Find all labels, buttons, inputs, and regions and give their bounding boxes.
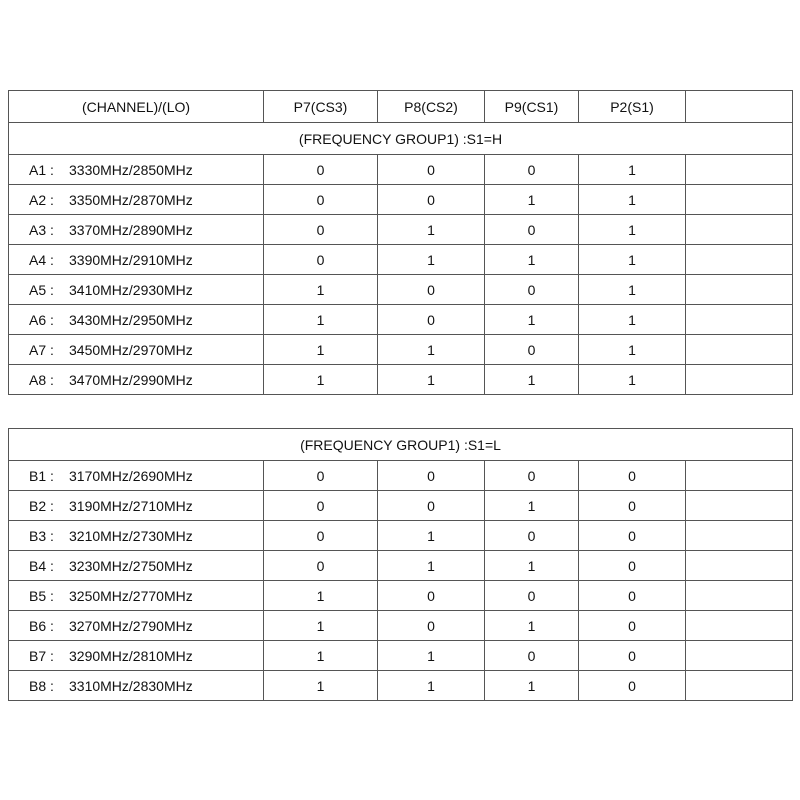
empty-cell (686, 521, 793, 551)
value-p2: 0 (579, 491, 686, 521)
channel-id: A5 : (29, 281, 54, 298)
value-p7: 0 (264, 185, 378, 215)
empty-cell (686, 611, 793, 641)
empty-cell (686, 365, 793, 395)
channel-frequency: 3210MHz/2730MHz (69, 527, 193, 544)
value-p9: 0 (485, 155, 579, 185)
channel-cell (9, 245, 264, 275)
value-p9: 0 (485, 641, 579, 671)
empty-cell (686, 551, 793, 581)
table-row (9, 305, 793, 335)
value-p2: 1 (579, 305, 686, 335)
channel-cell (9, 521, 264, 551)
channel-cell (9, 611, 264, 641)
empty-cell (686, 155, 793, 185)
channel-cell (9, 215, 264, 245)
value-p2: 1 (579, 275, 686, 305)
value-p8: 0 (378, 185, 485, 215)
table-row (9, 185, 793, 215)
channel-cell (9, 305, 264, 335)
value-p2: 0 (579, 521, 686, 551)
channel-cell (9, 671, 264, 701)
value-p8: 1 (378, 365, 485, 395)
value-p9: 0 (485, 215, 579, 245)
empty-cell (686, 461, 793, 491)
value-p8: 1 (378, 551, 485, 581)
value-p9: 1 (485, 491, 579, 521)
empty-cell (686, 641, 793, 671)
value-p9: 1 (485, 365, 579, 395)
table-row (9, 611, 793, 641)
value-p2: 1 (579, 245, 686, 275)
channel-frequency: 3410MHz/2930MHz (69, 281, 193, 298)
value-p7: 0 (264, 521, 378, 551)
channel-frequency: 3470MHz/2990MHz (69, 371, 193, 388)
value-p9: 1 (485, 245, 579, 275)
empty-cell (686, 335, 793, 365)
header-p9: P9(CS1) (485, 91, 579, 123)
header-p2: P2(S1) (579, 91, 686, 123)
group-title-row (9, 123, 793, 155)
value-p7: 1 (264, 365, 378, 395)
value-p9: 1 (485, 185, 579, 215)
channel-frequency: 3430MHz/2950MHz (69, 311, 193, 328)
value-p7: 1 (264, 611, 378, 641)
channel-id: B8 : (29, 677, 54, 694)
table-row (9, 491, 793, 521)
table-row (9, 365, 793, 395)
group-a-title: (FREQUENCY GROUP1) :S1=H (9, 123, 793, 155)
table-row (9, 671, 793, 701)
value-p7: 1 (264, 305, 378, 335)
group-b-title: (FREQUENCY GROUP1) :S1=L (9, 429, 793, 461)
channel-frequency: 3350MHz/2870MHz (69, 191, 193, 208)
value-p7: 1 (264, 671, 378, 701)
empty-cell (686, 215, 793, 245)
table-row (9, 641, 793, 671)
value-p9: 1 (485, 305, 579, 335)
channel-frequency: 3450MHz/2970MHz (69, 341, 193, 358)
value-p8: 1 (378, 245, 485, 275)
value-p2: 0 (579, 671, 686, 701)
channel-id: A4 : (29, 251, 54, 268)
table-row (9, 245, 793, 275)
channel-frequency: 3190MHz/2710MHz (69, 497, 193, 514)
frequency-table-group-b (8, 428, 793, 701)
value-p8: 0 (378, 491, 485, 521)
value-p7: 1 (264, 335, 378, 365)
value-p2: 1 (579, 185, 686, 215)
group-title-row (9, 429, 793, 461)
channel-frequency: 3370MHz/2890MHz (69, 221, 193, 238)
channel-id: A2 : (29, 191, 54, 208)
value-p7: 1 (264, 641, 378, 671)
value-p8: 0 (378, 155, 485, 185)
table-row (9, 521, 793, 551)
channel-id: B2 : (29, 497, 54, 514)
value-p8: 0 (378, 275, 485, 305)
header-row (9, 91, 793, 123)
value-p8: 1 (378, 215, 485, 245)
channel-cell (9, 491, 264, 521)
value-p7: 1 (264, 275, 378, 305)
channel-id: A8 : (29, 371, 54, 388)
value-p7: 1 (264, 581, 378, 611)
channel-cell (9, 185, 264, 215)
value-p7: 0 (264, 245, 378, 275)
value-p9: 0 (485, 275, 579, 305)
channel-cell (9, 551, 264, 581)
channel-cell (9, 461, 264, 491)
value-p7: 0 (264, 551, 378, 581)
value-p7: 0 (264, 215, 378, 245)
channel-frequency: 3330MHz/2850MHz (69, 161, 193, 178)
empty-cell (686, 491, 793, 521)
header-p8: P8(CS2) (378, 91, 485, 123)
value-p9: 0 (485, 521, 579, 551)
value-p7: 0 (264, 461, 378, 491)
channel-frequency: 3290MHz/2810MHz (69, 647, 193, 664)
value-p9: 1 (485, 611, 579, 641)
value-p8: 1 (378, 641, 485, 671)
value-p7: 0 (264, 155, 378, 185)
channel-cell (9, 641, 264, 671)
value-p9: 1 (485, 671, 579, 701)
value-p2: 0 (579, 581, 686, 611)
channel-cell (9, 581, 264, 611)
channel-id: B3 : (29, 527, 54, 544)
value-p2: 0 (579, 641, 686, 671)
table-row (9, 335, 793, 365)
table-row (9, 275, 793, 305)
channel-id: A7 : (29, 341, 54, 358)
channel-frequency: 3390MHz/2910MHz (69, 251, 193, 268)
value-p2: 0 (579, 551, 686, 581)
value-p9: 0 (485, 461, 579, 491)
channel-id: A6 : (29, 311, 54, 328)
table-row (9, 155, 793, 185)
value-p2: 1 (579, 335, 686, 365)
channel-id: B4 : (29, 557, 54, 574)
value-p7: 0 (264, 491, 378, 521)
value-p2: 1 (579, 155, 686, 185)
value-p9: 0 (485, 335, 579, 365)
value-p2: 1 (579, 365, 686, 395)
header-p7: P7(CS3) (264, 91, 378, 123)
table-row (9, 551, 793, 581)
value-p2: 0 (579, 611, 686, 641)
value-p8: 1 (378, 335, 485, 365)
value-p8: 0 (378, 581, 485, 611)
value-p9: 0 (485, 581, 579, 611)
channel-id: A3 : (29, 221, 54, 238)
table-row (9, 461, 793, 491)
channel-frequency: 3270MHz/2790MHz (69, 617, 193, 634)
empty-cell (686, 581, 793, 611)
header-empty (686, 91, 793, 123)
value-p8: 1 (378, 521, 485, 551)
channel-id: B7 : (29, 647, 54, 664)
channel-frequency: 3310MHz/2830MHz (69, 677, 193, 694)
header-channel-lo: (CHANNEL)/(LO) (9, 91, 264, 123)
value-p8: 1 (378, 671, 485, 701)
channel-cell (9, 335, 264, 365)
value-p2: 0 (579, 461, 686, 491)
channel-cell (9, 155, 264, 185)
empty-cell (686, 275, 793, 305)
channel-id: B5 : (29, 587, 54, 604)
empty-cell (686, 305, 793, 335)
channel-frequency: 3230MHz/2750MHz (69, 557, 193, 574)
channel-cell (9, 365, 264, 395)
value-p2: 1 (579, 215, 686, 245)
channel-id: B1 : (29, 467, 54, 484)
channel-frequency: 3170MHz/2690MHz (69, 467, 193, 484)
empty-cell (686, 185, 793, 215)
value-p8: 0 (378, 611, 485, 641)
frequency-table-group-a (8, 90, 793, 395)
value-p8: 0 (378, 461, 485, 491)
value-p8: 0 (378, 305, 485, 335)
table-row (9, 581, 793, 611)
table-row (9, 215, 793, 245)
empty-cell (686, 245, 793, 275)
channel-cell (9, 275, 264, 305)
value-p9: 1 (485, 551, 579, 581)
channel-id: B6 : (29, 617, 54, 634)
channel-frequency: 3250MHz/2770MHz (69, 587, 193, 604)
channel-id: A1 : (29, 161, 54, 178)
empty-cell (686, 671, 793, 701)
